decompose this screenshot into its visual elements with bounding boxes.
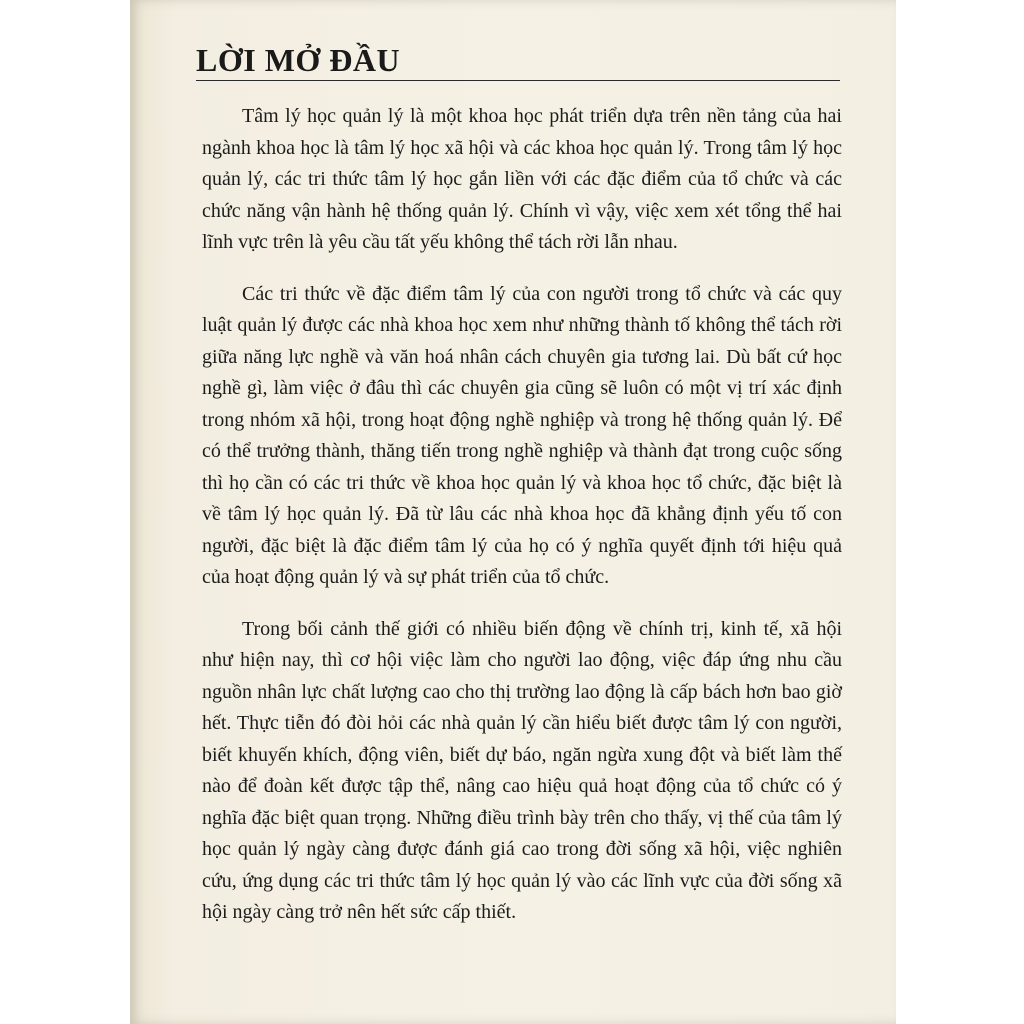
paragraph-3: Trong bối cảnh thế giới có nhiều biến động về chính trị, kinh tế, xã hội như hiện nay, thì cơ hội việc làm cho người lao động, việc đáp ứng nhu cầu nguồn nhân lực chất lượng cao cho thị trường lao động là cấp bách hơn bao giờ hết. Thực tiễn đó đòi hỏi các nhà quản lý cần hiểu biết được tâm lý con người, biết khuyến khích, động viên, biết dự báo, ngăn ngừa xung đột và biết làm thế nào để đoàn kết được tập thể, nâng cao hiệu quả hoạt động của tổ chức có ý nghĩa đặc biệt quan trọng. Những điều trình bày trên cho thấy, vị thế của tâm lý học quản lý ngày càng được đánh giá cao trong đời sống xã hội, việc nghiên cứu, ứng dụng các tri thức tâm lý học quản lý vào các lĩnh vực của đời sống xã hội ngày càng trở nên hết sức cấp thiết. — [202, 617, 842, 923]
paragraph-2: Các tri thức về đặc điểm tâm lý của con người trong tổ chức và các quy luật quản lý được các nhà khoa học xem như những thành tố không thể tách rời giữa năng lực nghề và văn hoá nhân cách chuyên gia tương lai. Dù bất cứ học nghề gì, làm việc ở đâu thì các chuyên gia cũng sẽ luôn có một vị trí xác định trong nhóm xã hội, trong hoạt động nghề nghiệp và trong hệ thống quản lý. Để có thể trưởng thành, thăng tiến trong nghề nghiệp và thành đạt trong cuộc sống thì họ cần có các tri thức về khoa học quản lý và khoa học tổ chức, đặc biệt là về tâm lý học quản lý. Đã từ lâu các nhà khoa học đã khẳng định yếu tố con người, đặc biệt là đặc điểm tâm lý của họ có ý nghĩa quyết định tới hiệu quả của hoạt động quản lý và sự phát triển của tổ chức. — [202, 282, 842, 588]
body-text — [202, 101, 842, 949]
heading-rule — [196, 80, 840, 81]
book-page — [130, 0, 896, 1024]
paragraph-1: Tâm lý học quản lý là một khoa học phát triển dựa trên nền tảng của hai ngành khoa học là tâm lý học xã hội và các khoa học quản lý. Trong tâm lý học quản lý, các tri thức tâm lý học gắn liền với các đặc điểm của tổ chức và các chức năng vận hành hệ thống quản lý. Chính vì vậy, việc xem xét tổng thể hai lĩnh vực trên là yêu cầu tất yếu không thể tách rời lẫn nhau. — [202, 105, 842, 253]
chapter-heading: LỜI MỞ ĐẦU — [196, 42, 401, 78]
